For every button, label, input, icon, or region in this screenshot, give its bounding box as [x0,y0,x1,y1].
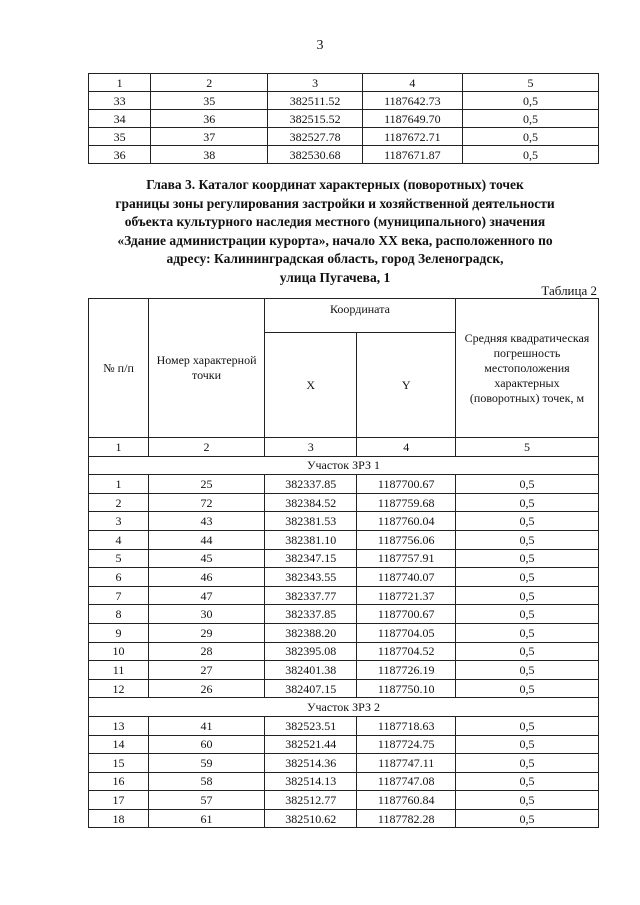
continuation-table [88,73,599,164]
table-cell: 58 [149,772,265,791]
section-row [89,698,599,717]
table-row [89,128,599,146]
table-row [89,512,599,531]
table-cell: 0,5 [455,530,598,549]
table-cell: 382343.55 [264,568,357,587]
table-cell: 382521.44 [264,735,357,754]
header-error: Средняя квадратическая погрешность местоположения характерных (поворотных) точек, м [455,299,598,438]
table-cell: 47 [149,586,265,605]
page-number: 3 [316,38,324,53]
table-row [89,642,599,661]
table-cell: 0,5 [462,128,598,146]
table-cell: 29 [149,623,265,642]
table-cell: 61 [149,809,265,828]
heading-line: границы зоны регулирования застройки и хозяйственной деятельности [115,195,555,211]
table-cell: 16 [89,772,149,791]
table-cell: 34 [89,110,151,128]
table-cell: 0,5 [455,493,598,512]
table-cell: 382381.53 [264,512,357,531]
heading-line: «Здание администрации курорта», начало XX века, расположенного по [117,232,553,248]
table-cell: 0,5 [455,716,598,735]
table-cell: 382401.38 [264,661,357,680]
table-cell: 1187700.67 [357,605,455,624]
table-cell: 0,5 [462,146,598,164]
section-title: Участок ЗРЗ 2 [89,698,599,717]
table-cell: 1187747.08 [357,772,455,791]
table-cell: 11 [89,661,149,680]
table-cell: 0,5 [455,512,598,531]
table-row [89,586,599,605]
table-cell: 382510.62 [264,809,357,828]
table-cell: 382337.85 [264,605,357,624]
table-cell: 35 [89,128,151,146]
table-cell: 0,5 [455,623,598,642]
header-cell: 5 [462,74,598,92]
table-cell: 8 [89,605,149,624]
header-cell: 2 [151,74,268,92]
table-cell: 0,5 [455,549,598,568]
table-cell: 382381.10 [264,530,357,549]
table-cell: 7 [89,586,149,605]
table-cell: 3 [89,512,149,531]
table-row [89,605,599,624]
header-y: Y [357,333,455,438]
table-cell: 4 [89,530,149,549]
table-row [89,493,599,512]
table-cell: 1187756.06 [357,530,455,549]
table-row [89,146,599,164]
table-cell: 382527.78 [268,128,362,146]
table-cell: 0,5 [455,754,598,773]
coordinates-table [88,298,599,828]
table-cell: 382337.85 [264,475,357,494]
table-row [89,475,599,494]
table-cell: 45 [149,549,265,568]
table-cell: 0,5 [455,642,598,661]
table-row [89,530,599,549]
table-cell: 0,5 [455,586,598,605]
table-cell: 28 [149,642,265,661]
table-cell: 1 [89,475,149,494]
table-cell: 30 [149,605,265,624]
table-cell: 0,5 [462,110,598,128]
table-row [89,716,599,735]
table-cell: 0,5 [455,661,598,680]
table-caption: Таблица 2 [541,283,597,298]
table-cell: 60 [149,735,265,754]
table-cell: 1187760.04 [357,512,455,531]
table-cell: 41 [149,716,265,735]
table-cell: 17 [89,791,149,810]
table-cell: 14 [89,735,149,754]
table-cell: 0,5 [455,772,598,791]
header-cell: 1 [89,74,151,92]
table-cell: 59 [149,754,265,773]
table-cell: 0,5 [455,679,598,698]
table-cell: 44 [149,530,265,549]
table-header-row [89,299,599,333]
table-cell: 1187757.91 [357,549,455,568]
table-cell: 382384.52 [264,493,357,512]
column-number: 4 [357,438,455,457]
table-row [89,809,599,828]
table-cell: 0,5 [455,475,598,494]
heading-line: адресу: Калининградская область, город Зеленоградск, [166,251,504,266]
table-cell: 27 [149,661,265,680]
table-cell: 9 [89,623,149,642]
table-cell: 25 [149,475,265,494]
table-cell: 382347.15 [264,549,357,568]
chapter-heading [70,176,600,287]
table-row [89,661,599,680]
table-cell: 1187718.63 [357,716,455,735]
table-cell: 72 [149,493,265,512]
table-cell: 1187700.67 [357,475,455,494]
table-cell: 46 [149,568,265,587]
table-cell: 382512.77 [264,791,357,810]
coordinates-table-body [89,299,599,828]
table-cell: 36 [89,146,151,164]
heading-line: улица Пугачева, 1 [279,269,391,285]
table-cell: 0,5 [455,735,598,754]
table-cell: 5 [89,549,149,568]
table-cell: 1187782.28 [357,809,455,828]
table-cell: 382530.68 [268,146,362,164]
header-coords: Координата [264,299,455,333]
table-cell: 382511.52 [268,92,362,110]
table-cell: 1187759.68 [357,493,455,512]
table-cell: 1187760.84 [357,791,455,810]
heading-line: Глава 3. Каталог координат характерных (поворотных) точек [146,177,524,192]
table-cell: 382515.52 [268,110,362,128]
continuation-table-body [89,74,599,164]
column-number: 5 [455,438,598,457]
table-cell: 382395.08 [264,642,357,661]
table-cell: 12 [89,679,149,698]
table-cell: 26 [149,679,265,698]
heading-line: объекта культурного наследия местного (муниципального) значения [124,214,546,229]
table-row [89,623,599,642]
table-cell: 1187726.19 [357,661,455,680]
table-cell: 1187642.73 [362,92,462,110]
table-cell: 1187672.71 [362,128,462,146]
table-cell: 382388.20 [264,623,357,642]
header-num: № п/п [89,299,149,438]
header-cell: 4 [362,74,462,92]
header-point: Номер характерной точки [149,299,265,438]
table-cell: 0,5 [455,809,598,828]
table-cell: 0,5 [455,568,598,587]
table-cell: 382407.15 [264,679,357,698]
column-number-row [89,438,599,457]
table-row [89,754,599,773]
table-row [89,92,599,110]
table-cell: 1187724.75 [357,735,455,754]
table-row [89,549,599,568]
header-cell: 3 [268,74,362,92]
table-cell: 1187671.87 [362,146,462,164]
table-cell: 1187750.10 [357,679,455,698]
table-row [89,568,599,587]
table-cell: 36 [151,110,268,128]
table-cell: 382523.51 [264,716,357,735]
table-cell: 1187704.52 [357,642,455,661]
table-cell: 18 [89,809,149,828]
table-cell: 15 [89,754,149,773]
header-x: X [264,333,357,438]
section-title: Участок ЗРЗ 1 [89,456,599,475]
table-cell: 2 [89,493,149,512]
table-cell: 1187740.07 [357,568,455,587]
table-header-row [89,74,599,92]
table-row [89,679,599,698]
table-cell: 43 [149,512,265,531]
table-row [89,791,599,810]
table-cell: 6 [89,568,149,587]
table-row [89,110,599,128]
table-cell: 13 [89,716,149,735]
table-cell: 0,5 [462,92,598,110]
table-cell: 38 [151,146,268,164]
column-number: 2 [149,438,265,457]
table-cell: 57 [149,791,265,810]
section-row [89,456,599,475]
table-cell: 0,5 [455,791,598,810]
table-cell: 382514.13 [264,772,357,791]
table-cell: 37 [151,128,268,146]
table-cell: 35 [151,92,268,110]
table-cell: 0,5 [455,605,598,624]
table-cell: 382514.36 [264,754,357,773]
table-cell: 33 [89,92,151,110]
column-number: 3 [264,438,357,457]
table-cell: 10 [89,642,149,661]
table-cell: 1187747.11 [357,754,455,773]
table-cell: 1187704.05 [357,623,455,642]
table-cell: 1187721.37 [357,586,455,605]
column-number: 1 [89,438,149,457]
table-cell: 1187649.70 [362,110,462,128]
table-row [89,772,599,791]
table-cell: 382337.77 [264,586,357,605]
table-row [89,735,599,754]
